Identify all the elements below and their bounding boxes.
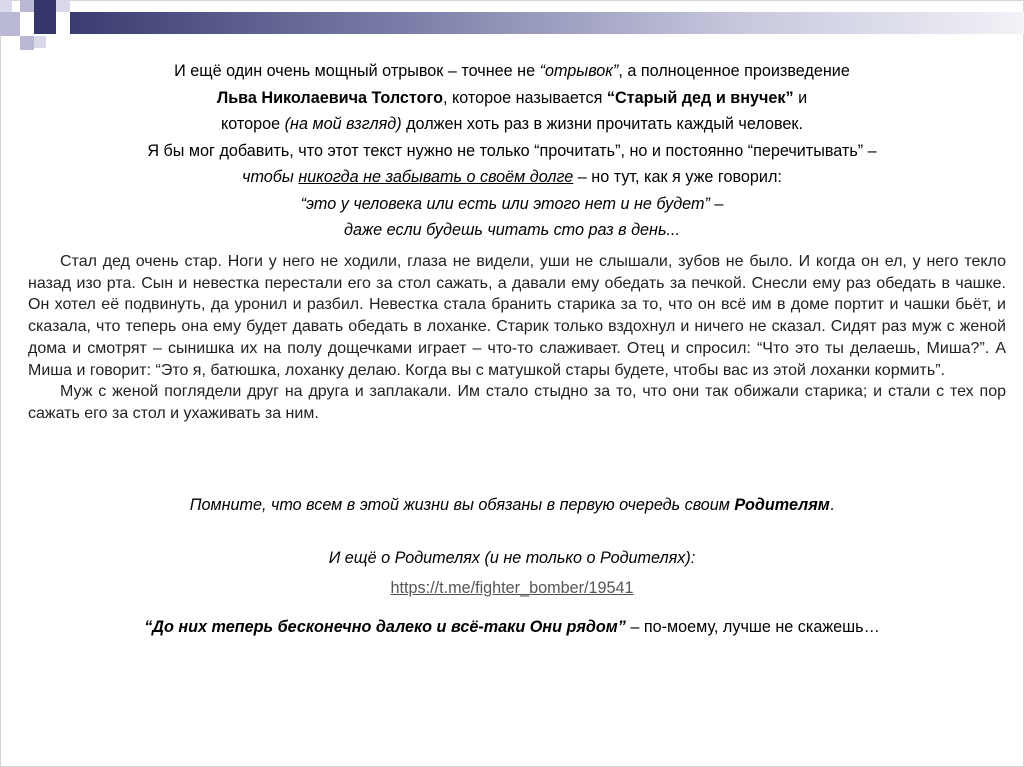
- story-paragraph-1: Стал дед очень стар. Ноги у него не ходили, глаза не видели, уши не слышали, зубов не было. И когда он ел, у него текло назад изо рта. Сын и невестка перестали его за стол сажать, а давали ему обедать за печкой. Снесли ему раз обедать в чашке. Он хотел её подвинуть, да уронил и разбил. Невестка стала бранить старика за то, что он всё им в доме портит и чашки бьёт, и сказала, что теперь она ему будет давать обедать в лоханке. Старик только вздохнул и ничего не сказал. Сидят раз муж с женой дома и смотрят – сынишка их на полу дощечками играет – что-то слаживает. Отец и спросил: “Что это ты делаешь, Миша?”. А Миша и говорит: “Это я, батюшка, лоханку делаю. Когда вы с матушкой стары будете, чтобы вас из этой лоханки кормить”.: [28, 253, 1006, 379]
- story-paragraph-2: Муж с женой поглядели друг на друга и заплакали. Им стало стыдно за то, что они так обижали старика; и стали с тех пор сажать его за стол и ухаживать за ним.: [28, 383, 1006, 422]
- story-text: [28, 251, 1006, 425]
- intro-text: [30, 58, 994, 244]
- header-gradient-bar: [70, 12, 1024, 34]
- intro-line-3: которое (на мой взгляд) должен хоть раз в жизни прочитать каждый человек.: [221, 115, 803, 133]
- closing-line-2: И ещё о Родителях (и не только о Родителях):: [328, 549, 696, 567]
- intro-line-6: “это у человека или есть или этого нет и не будет” –: [300, 194, 724, 213]
- intro-line-5: чтобы никогда не забывать о своём долге – но тут, как я уже говорил:: [242, 168, 782, 186]
- telegram-link[interactable]: https://t.me/fighter_bomber/19541: [390, 579, 634, 597]
- intro-line-1: И ещё один очень мощный отрывок – точнее не “отрывок”, а полноценное произведение: [174, 62, 850, 80]
- closing-link-line: [30, 577, 994, 599]
- closing-line-4: “До них теперь бесконечно далеко и всё-таки Они рядом” – по-моему, лучше не скажешь…: [144, 618, 880, 636]
- intro-line-7: даже если будешь читать сто раз в день...: [344, 221, 680, 239]
- intro-line-4: Я бы мог добавить, что этот текст нужно не только “прочитать”, но и постоянно “перечитывать” –: [147, 141, 877, 160]
- intro-line-2: Льва Николаевича Толстого, которое называется “Старый дед и внучек” и: [216, 88, 808, 107]
- closing-line-1: Помните, что всем в этой жизни вы обязаны в первую очередь своим Родителям.: [189, 496, 835, 514]
